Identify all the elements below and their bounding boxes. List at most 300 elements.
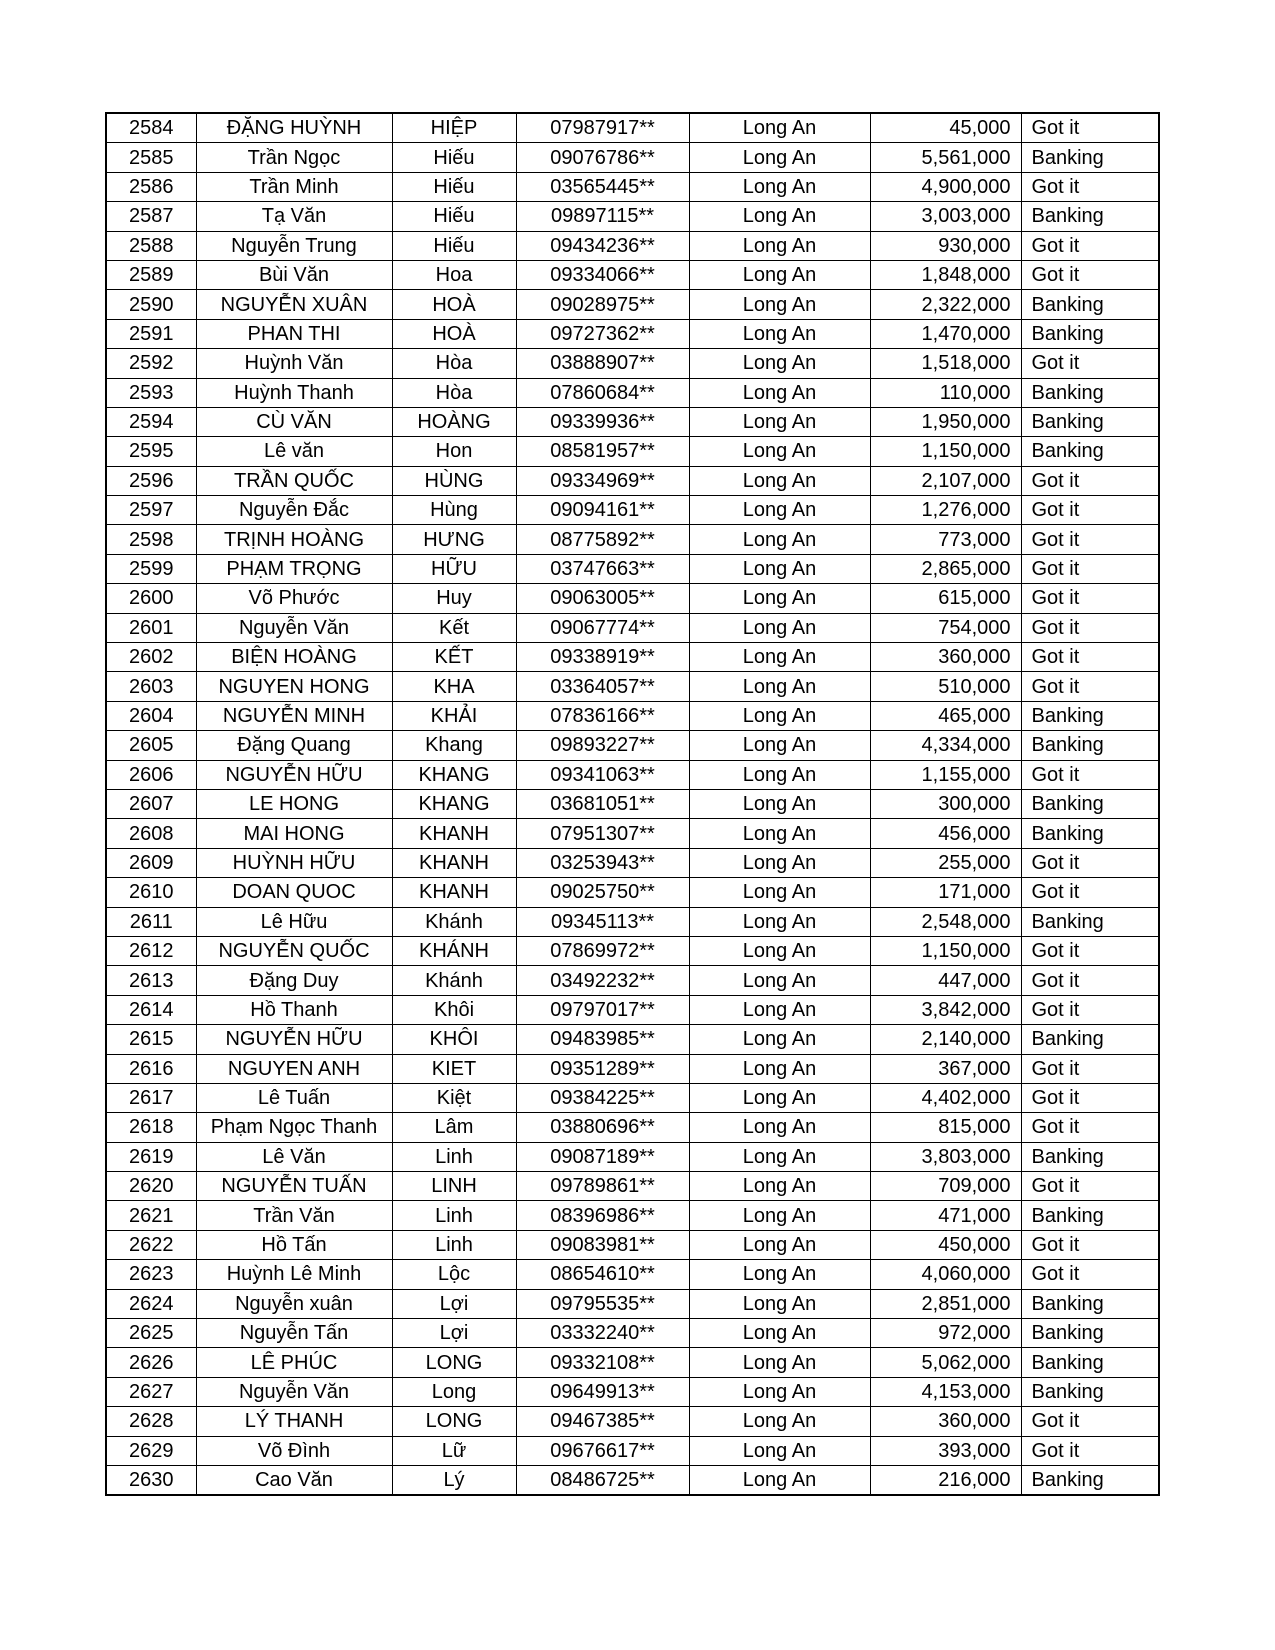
cell-province: Long An [689, 1319, 870, 1348]
cell-amount: 1,518,000 [870, 349, 1021, 378]
cell-surname: Lê văn [196, 437, 392, 466]
cell-given-name: HỮU [392, 554, 516, 583]
cell-given-name: Lợi [392, 1289, 516, 1318]
cell-province: Long An [689, 1172, 870, 1201]
cell-given-name: Hoa [392, 260, 516, 289]
cell-given-name: KHÔI [392, 1025, 516, 1054]
cell-payment-method: Banking [1021, 1142, 1159, 1171]
cell-surname: PHAN THI [196, 319, 392, 348]
cell-amount: 615,000 [870, 584, 1021, 613]
cell-index: 2595 [106, 437, 196, 466]
cell-payment-method: Got it [1021, 878, 1159, 907]
cell-phone: 03888907** [516, 349, 689, 378]
cell-phone: 09076786** [516, 143, 689, 172]
table-row [106, 936, 1159, 965]
cell-index: 2607 [106, 789, 196, 818]
table-row [106, 1407, 1159, 1436]
cell-amount: 4,153,000 [870, 1377, 1021, 1406]
table-row [106, 907, 1159, 936]
cell-index: 2604 [106, 701, 196, 730]
cell-province: Long An [689, 1260, 870, 1289]
cell-surname: Đặng Quang [196, 731, 392, 760]
cell-index: 2621 [106, 1201, 196, 1230]
cell-province: Long An [689, 584, 870, 613]
cell-province: Long An [689, 437, 870, 466]
cell-payment-method: Banking [1021, 1348, 1159, 1377]
table-row [106, 1348, 1159, 1377]
cell-phone: 08396986** [516, 1201, 689, 1230]
table-row [106, 525, 1159, 554]
cell-surname: LE HONG [196, 789, 392, 818]
cell-payment-method: Got it [1021, 525, 1159, 554]
cell-surname: Hồ Thanh [196, 995, 392, 1024]
cell-surname: NGUYỄN TUẤN [196, 1172, 392, 1201]
cell-phone: 09649913** [516, 1377, 689, 1406]
cell-surname: Võ Đình [196, 1436, 392, 1465]
table-row [106, 437, 1159, 466]
table-row [106, 1025, 1159, 1054]
cell-given-name: Khôi [392, 995, 516, 1024]
cell-index: 2618 [106, 1113, 196, 1142]
table-row [106, 613, 1159, 642]
cell-given-name: Linh [392, 1142, 516, 1171]
cell-phone: 09338919** [516, 643, 689, 672]
table-row [106, 1142, 1159, 1171]
table-row [106, 1230, 1159, 1259]
table-row [106, 260, 1159, 289]
cell-index: 2629 [106, 1436, 196, 1465]
cell-payment-method: Got it [1021, 260, 1159, 289]
cell-payment-method: Got it [1021, 672, 1159, 701]
cell-given-name: KHÁNH [392, 936, 516, 965]
cell-amount: 447,000 [870, 966, 1021, 995]
data-table-container [105, 112, 1158, 1496]
cell-amount: 255,000 [870, 848, 1021, 877]
cell-surname: NGUYỄN QUỐC [196, 936, 392, 965]
cell-surname: NGUYỄN MINH [196, 701, 392, 730]
cell-given-name: Hon [392, 437, 516, 466]
table-row [106, 1260, 1159, 1289]
cell-index: 2585 [106, 143, 196, 172]
cell-given-name: Hiếu [392, 143, 516, 172]
cell-index: 2605 [106, 731, 196, 760]
cell-surname: Trần Văn [196, 1201, 392, 1230]
cell-surname: Huỳnh Văn [196, 349, 392, 378]
cell-payment-method: Got it [1021, 995, 1159, 1024]
cell-index: 2611 [106, 907, 196, 936]
cell-phone: 09087189** [516, 1142, 689, 1171]
cell-index: 2623 [106, 1260, 196, 1289]
cell-phone: 09028975** [516, 290, 689, 319]
cell-given-name: Lợi [392, 1319, 516, 1348]
cell-amount: 1,276,000 [870, 496, 1021, 525]
cell-phone: 07951307** [516, 819, 689, 848]
cell-province: Long An [689, 789, 870, 818]
cell-payment-method: Banking [1021, 701, 1159, 730]
cell-payment-method: Banking [1021, 319, 1159, 348]
cell-index: 2627 [106, 1377, 196, 1406]
cell-surname: Võ Phước [196, 584, 392, 613]
cell-surname: Lê Tuấn [196, 1083, 392, 1112]
cell-index: 2610 [106, 878, 196, 907]
cell-phone: 09351289** [516, 1054, 689, 1083]
table-row [106, 143, 1159, 172]
cell-province: Long An [689, 554, 870, 583]
cell-given-name: LONG [392, 1407, 516, 1436]
cell-province: Long An [689, 319, 870, 348]
cell-index: 2608 [106, 819, 196, 848]
cell-amount: 110,000 [870, 378, 1021, 407]
table-row [106, 554, 1159, 583]
cell-phone: 09063005** [516, 584, 689, 613]
cell-payment-method: Banking [1021, 1201, 1159, 1230]
cell-index: 2601 [106, 613, 196, 642]
cell-payment-method: Got it [1021, 554, 1159, 583]
cell-payment-method: Got it [1021, 1172, 1159, 1201]
cell-index: 2619 [106, 1142, 196, 1171]
cell-province: Long An [689, 231, 870, 260]
cell-phone: 09334969** [516, 466, 689, 495]
cell-index: 2614 [106, 995, 196, 1024]
cell-province: Long An [689, 643, 870, 672]
table-row [106, 1113, 1159, 1142]
cell-index: 2587 [106, 202, 196, 231]
cell-phone: 09483985** [516, 1025, 689, 1054]
cell-province: Long An [689, 1407, 870, 1436]
cell-amount: 1,950,000 [870, 407, 1021, 436]
cell-amount: 216,000 [870, 1465, 1021, 1495]
table-row [106, 789, 1159, 818]
cell-phone: 09332108** [516, 1348, 689, 1377]
cell-surname: CÙ VĂN [196, 407, 392, 436]
table-row [106, 1083, 1159, 1112]
cell-surname: NGUYEN HONG [196, 672, 392, 701]
cell-surname: Huỳnh Thanh [196, 378, 392, 407]
cell-payment-method: Got it [1021, 466, 1159, 495]
cell-given-name: KẾT [392, 643, 516, 672]
cell-province: Long An [689, 907, 870, 936]
cell-province: Long An [689, 848, 870, 877]
cell-surname: LÊ PHÚC [196, 1348, 392, 1377]
cell-given-name: KHANG [392, 789, 516, 818]
cell-amount: 2,140,000 [870, 1025, 1021, 1054]
cell-amount: 2,548,000 [870, 907, 1021, 936]
cell-given-name: Lộc [392, 1260, 516, 1289]
cell-surname: MAI HONG [196, 819, 392, 848]
cell-index: 2600 [106, 584, 196, 613]
cell-phone: 09083981** [516, 1230, 689, 1259]
cell-surname: TRỊNH HOÀNG [196, 525, 392, 554]
cell-province: Long An [689, 1377, 870, 1406]
cell-surname: Trần Minh [196, 172, 392, 201]
cell-phone: 09339936** [516, 407, 689, 436]
cell-surname: NGUYEN ANH [196, 1054, 392, 1083]
cell-given-name: HIỆP [392, 113, 516, 143]
cell-amount: 815,000 [870, 1113, 1021, 1142]
cell-phone: 08775892** [516, 525, 689, 554]
table-row [106, 378, 1159, 407]
cell-province: Long An [689, 113, 870, 143]
cell-province: Long An [689, 613, 870, 642]
cell-amount: 1,150,000 [870, 437, 1021, 466]
cell-given-name: KHANG [392, 760, 516, 789]
cell-given-name: Lý [392, 1465, 516, 1495]
table-row [106, 878, 1159, 907]
cell-given-name: HÙNG [392, 466, 516, 495]
cell-payment-method: Banking [1021, 819, 1159, 848]
cell-index: 2584 [106, 113, 196, 143]
cell-index: 2615 [106, 1025, 196, 1054]
cell-amount: 456,000 [870, 819, 1021, 848]
cell-amount: 465,000 [870, 701, 1021, 730]
cell-surname: LÝ THANH [196, 1407, 392, 1436]
cell-given-name: KHANH [392, 848, 516, 877]
cell-index: 2630 [106, 1465, 196, 1495]
cell-payment-method: Got it [1021, 848, 1159, 877]
cell-amount: 4,900,000 [870, 172, 1021, 201]
cell-phone: 07987917** [516, 113, 689, 143]
cell-province: Long An [689, 260, 870, 289]
cell-payment-method: Got it [1021, 172, 1159, 201]
cell-phone: 03747663** [516, 554, 689, 583]
cell-phone: 03253943** [516, 848, 689, 877]
cell-province: Long An [689, 1289, 870, 1318]
cell-index: 2596 [106, 466, 196, 495]
table-row [106, 760, 1159, 789]
cell-province: Long An [689, 290, 870, 319]
cell-amount: 4,402,000 [870, 1083, 1021, 1112]
cell-province: Long An [689, 701, 870, 730]
cell-phone: 03332240** [516, 1319, 689, 1348]
cell-phone: 09341063** [516, 760, 689, 789]
cell-given-name: Hiếu [392, 202, 516, 231]
cell-payment-method: Got it [1021, 760, 1159, 789]
cell-amount: 1,848,000 [870, 260, 1021, 289]
table-row [106, 319, 1159, 348]
cell-phone: 03492232** [516, 966, 689, 995]
cell-surname: Hồ Tấn [196, 1230, 392, 1259]
cell-index: 2613 [106, 966, 196, 995]
cell-phone: 09789861** [516, 1172, 689, 1201]
cell-given-name: LONG [392, 1348, 516, 1377]
cell-amount: 4,060,000 [870, 1260, 1021, 1289]
cell-payment-method: Banking [1021, 407, 1159, 436]
cell-given-name: KHA [392, 672, 516, 701]
cell-amount: 2,851,000 [870, 1289, 1021, 1318]
cell-given-name: Hiếu [392, 231, 516, 260]
cell-surname: ĐẶNG HUỲNH [196, 113, 392, 143]
cell-province: Long An [689, 966, 870, 995]
cell-surname: Nguyễn Văn [196, 613, 392, 642]
cell-phone: 03565445** [516, 172, 689, 201]
cell-phone: 03364057** [516, 672, 689, 701]
table-row [106, 496, 1159, 525]
cell-index: 2589 [106, 260, 196, 289]
cell-given-name: KHẢI [392, 701, 516, 730]
cell-surname: Nguyễn xuân [196, 1289, 392, 1318]
cell-given-name: KIET [392, 1054, 516, 1083]
cell-amount: 2,865,000 [870, 554, 1021, 583]
cell-province: Long An [689, 349, 870, 378]
cell-province: Long An [689, 172, 870, 201]
cell-phone: 09797017** [516, 995, 689, 1024]
cell-phone: 07869972** [516, 936, 689, 965]
cell-given-name: Hiếu [392, 172, 516, 201]
cell-phone: 07860684** [516, 378, 689, 407]
cell-index: 2594 [106, 407, 196, 436]
cell-phone: 09893227** [516, 731, 689, 760]
cell-amount: 471,000 [870, 1201, 1021, 1230]
cell-province: Long An [689, 1348, 870, 1377]
cell-province: Long An [689, 1142, 870, 1171]
cell-given-name: Linh [392, 1230, 516, 1259]
cell-amount: 2,322,000 [870, 290, 1021, 319]
cell-amount: 1,470,000 [870, 319, 1021, 348]
cell-given-name: Linh [392, 1201, 516, 1230]
table-body [106, 113, 1159, 1495]
cell-payment-method: Banking [1021, 437, 1159, 466]
cell-payment-method: Got it [1021, 1113, 1159, 1142]
cell-province: Long An [689, 466, 870, 495]
table-row [106, 231, 1159, 260]
cell-province: Long An [689, 496, 870, 525]
cell-surname: Nguyễn Tấn [196, 1319, 392, 1348]
cell-payment-method: Got it [1021, 1083, 1159, 1112]
cell-index: 2599 [106, 554, 196, 583]
cell-payment-method: Got it [1021, 1260, 1159, 1289]
cell-phone: 09676617** [516, 1436, 689, 1465]
cell-province: Long An [689, 1436, 870, 1465]
cell-index: 2597 [106, 496, 196, 525]
cell-phone: 07836166** [516, 701, 689, 730]
cell-payment-method: Got it [1021, 613, 1159, 642]
cell-index: 2586 [106, 172, 196, 201]
cell-index: 2590 [106, 290, 196, 319]
cell-surname: Bùi Văn [196, 260, 392, 289]
cell-phone: 09345113** [516, 907, 689, 936]
cell-index: 2603 [106, 672, 196, 701]
cell-payment-method: Got it [1021, 936, 1159, 965]
data-table [105, 112, 1160, 1496]
cell-amount: 300,000 [870, 789, 1021, 818]
cell-payment-method: Banking [1021, 378, 1159, 407]
cell-phone: 08486725** [516, 1465, 689, 1495]
cell-province: Long An [689, 819, 870, 848]
cell-payment-method: Banking [1021, 1377, 1159, 1406]
cell-phone: 03880696** [516, 1113, 689, 1142]
cell-amount: 2,107,000 [870, 466, 1021, 495]
cell-index: 2620 [106, 1172, 196, 1201]
table-row [106, 995, 1159, 1024]
table-row [106, 966, 1159, 995]
cell-surname: Nguyễn Văn [196, 1377, 392, 1406]
cell-payment-method: Got it [1021, 1436, 1159, 1465]
table-row [106, 1377, 1159, 1406]
cell-index: 2624 [106, 1289, 196, 1318]
cell-surname: Lê Hữu [196, 907, 392, 936]
table-row [106, 672, 1159, 701]
cell-phone: 09795535** [516, 1289, 689, 1318]
cell-amount: 773,000 [870, 525, 1021, 554]
cell-given-name: Kết [392, 613, 516, 642]
cell-given-name: Lâm [392, 1113, 516, 1142]
cell-surname: TRẦN QUỐC [196, 466, 392, 495]
table-row [106, 643, 1159, 672]
table-row [106, 407, 1159, 436]
cell-payment-method: Banking [1021, 143, 1159, 172]
cell-amount: 930,000 [870, 231, 1021, 260]
cell-amount: 5,561,000 [870, 143, 1021, 172]
cell-payment-method: Banking [1021, 1319, 1159, 1348]
cell-payment-method: Banking [1021, 731, 1159, 760]
cell-amount: 3,803,000 [870, 1142, 1021, 1171]
table-row [106, 1436, 1159, 1465]
cell-province: Long An [689, 936, 870, 965]
table-row [106, 466, 1159, 495]
table-row [106, 202, 1159, 231]
cell-given-name: Kiệt [392, 1083, 516, 1112]
cell-index: 2602 [106, 643, 196, 672]
cell-payment-method: Banking [1021, 290, 1159, 319]
cell-index: 2592 [106, 349, 196, 378]
cell-amount: 360,000 [870, 1407, 1021, 1436]
table-row [106, 1201, 1159, 1230]
cell-payment-method: Got it [1021, 584, 1159, 613]
cell-amount: 709,000 [870, 1172, 1021, 1201]
cell-payment-method: Got it [1021, 643, 1159, 672]
table-row [106, 819, 1159, 848]
cell-amount: 367,000 [870, 1054, 1021, 1083]
cell-index: 2612 [106, 936, 196, 965]
cell-phone: 09094161** [516, 496, 689, 525]
cell-index: 2626 [106, 1348, 196, 1377]
cell-index: 2625 [106, 1319, 196, 1348]
cell-surname: NGUYỄN HỮU [196, 1025, 392, 1054]
table-row [106, 1289, 1159, 1318]
cell-surname: HUỲNH HỮU [196, 848, 392, 877]
cell-payment-method: Banking [1021, 1025, 1159, 1054]
cell-payment-method: Got it [1021, 349, 1159, 378]
cell-province: Long An [689, 995, 870, 1024]
cell-amount: 1,155,000 [870, 760, 1021, 789]
cell-province: Long An [689, 1083, 870, 1112]
cell-index: 2609 [106, 848, 196, 877]
cell-province: Long An [689, 525, 870, 554]
cell-phone: 08581957** [516, 437, 689, 466]
cell-province: Long An [689, 407, 870, 436]
cell-amount: 754,000 [870, 613, 1021, 642]
cell-given-name: Huy [392, 584, 516, 613]
table-row [106, 584, 1159, 613]
cell-province: Long An [689, 878, 870, 907]
cell-surname: Cao Văn [196, 1465, 392, 1495]
cell-payment-method: Banking [1021, 1465, 1159, 1495]
cell-given-name: LINH [392, 1172, 516, 1201]
table-row [106, 290, 1159, 319]
cell-surname: Trần Ngọc [196, 143, 392, 172]
cell-surname: Lê Văn [196, 1142, 392, 1171]
cell-given-name: HOÀNG [392, 407, 516, 436]
cell-index: 2591 [106, 319, 196, 348]
cell-province: Long An [689, 1113, 870, 1142]
table-row [106, 701, 1159, 730]
cell-payment-method: Got it [1021, 113, 1159, 143]
table-row [106, 113, 1159, 143]
cell-province: Long An [689, 1230, 870, 1259]
cell-index: 2616 [106, 1054, 196, 1083]
cell-given-name: KHANH [392, 878, 516, 907]
cell-province: Long An [689, 143, 870, 172]
